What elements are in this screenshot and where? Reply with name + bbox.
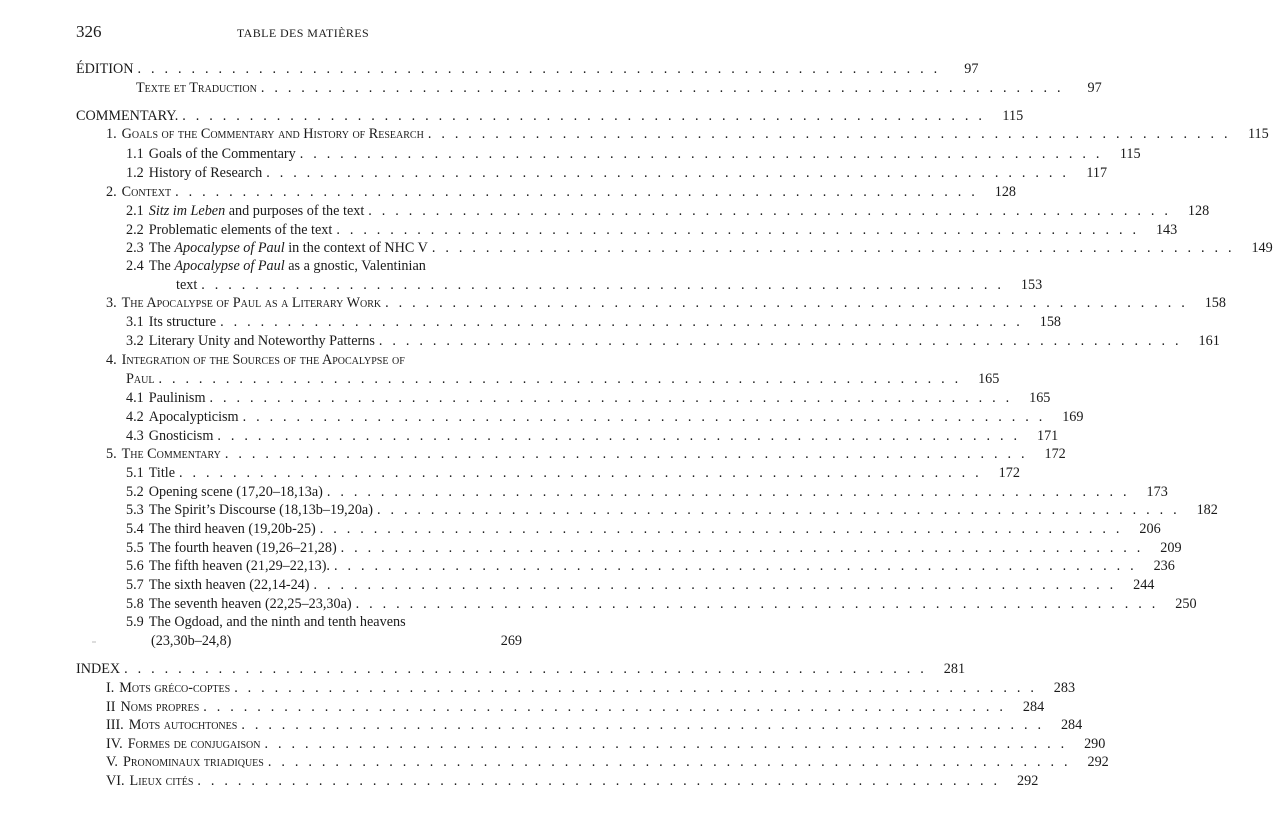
dot-leader: . . . . . . . . . . . . . . . . . . . . . . . . . . . . . . . . . . . . . . . . . . . . . . . . . . . . . . . . . . . . — [427, 126, 1231, 142]
toc-entry[interactable] — [126, 240, 1273, 257]
toc-entry-number: 2.4 — [126, 258, 144, 274]
dot-leader: . . . . . . . . . . . . . . . . . . . . . . . . . . . . . . . . . . . . . . . . . . . . . . . . . . . . . . . . . . . . — [376, 502, 1180, 518]
toc-page-number: 284 — [1060, 717, 1083, 733]
toc-entry-label — [76, 61, 134, 78]
toc-entry-label — [126, 222, 332, 239]
toc-entry-number: 4. — [106, 352, 117, 368]
dot-leader: . . . . . . . . . . . . . . . . . . . . . . . . . . . . . . . . . . . . . . . . . . . . . . . . . . . . . . . . . . . . — [378, 333, 1182, 349]
toc-entry-text: The seventh heaven (22,25–23,30a) — [148, 596, 352, 612]
toc-entry-number: 4.1 — [126, 390, 144, 406]
toc-entry-text: Formes de conjugaison — [127, 736, 261, 752]
scan-speck — [92, 641, 96, 643]
dot-leader: . . . . . . . . . . . . . . . . . . . . . . . . . . . . . . . . . . . . . . . . . . . . . . . . . . . . . . . . . . . . — [224, 446, 1028, 462]
toc-entry-text: The fifth heaven (21,29–22,13). — [148, 558, 330, 574]
toc-entry-label — [126, 146, 296, 163]
toc-entry-text: The Ogdoad, and the ninth and tenth heavens — [148, 614, 406, 630]
toc-entry[interactable] — [106, 184, 1016, 201]
dot-leader: . . . . . . . . . . . . . . . . . . . . . . . . . . . . . . . . . . . . . . . . . . . . . . . . . . . . . . . . . . . . — [340, 540, 1144, 556]
dot-leader: . . . . . . . . . . . . . . . . . . . . . . . . . . . . . . . . . . . . . . . . . . . . . . . . . . . . . . . . . . . . — [431, 240, 1235, 256]
toc-entry-text: Integration of the Sources of the Apocalypse of — [121, 352, 405, 368]
toc-entry-italic-title: Apocalypse of Paul — [174, 240, 285, 256]
toc-entry[interactable] — [106, 352, 522, 369]
toc-entry-number: 2. — [106, 184, 117, 200]
toc-page-number: 171 — [1036, 428, 1059, 444]
toc-entry-text: Paulinism — [148, 390, 206, 406]
toc-entry-text: COMMENTARY. — [76, 108, 179, 124]
toc-entry-label — [126, 240, 428, 257]
toc-page-number: 115 — [1002, 108, 1024, 124]
toc-entry-text: Lieux cités — [129, 773, 194, 789]
dot-leader: . . . . . . . . . . . . . . . . . . . . . . . . . . . . . . . . . . . . . . . . . . . . . . . . . . . . . . . . . . . . — [203, 699, 1007, 715]
toc-entry[interactable] — [106, 736, 1106, 753]
toc-entry-number: 3. — [106, 295, 117, 311]
toc-page-number: 269 — [500, 633, 522, 649]
toc-page-number: 153 — [1020, 277, 1043, 293]
toc-entry[interactable] — [126, 558, 1175, 575]
toc-entry[interactable] — [136, 80, 1102, 97]
toc-entry-text: The Commentary — [121, 446, 221, 462]
toc-page-number: 292 — [1087, 754, 1109, 770]
toc-entry-label — [106, 295, 381, 312]
toc-entry[interactable] — [126, 502, 1218, 519]
toc-entry-text: Opening scene (17,20–18,13a) — [148, 484, 323, 500]
toc-entry-label — [126, 409, 239, 426]
toc-entry-label — [126, 558, 330, 575]
toc-entry[interactable] — [76, 61, 979, 78]
toc-entry-label — [136, 80, 257, 97]
dot-leader: . . . . . . . . . . . . . . . . . . . . . . . . . . . . . . . . . . . . . . . . . . . . . . . . . . . . . . . . . . . . — [319, 521, 1123, 537]
toc-entry-number: 2.3 — [126, 240, 144, 256]
toc-entry-label — [126, 521, 316, 538]
toc-entry-text: Goals of the Commentary — [148, 146, 296, 162]
toc-page-number: 165 — [1029, 390, 1051, 406]
toc-entry[interactable] — [126, 596, 1197, 613]
toc-entry-number: 3.1 — [126, 314, 144, 330]
toc-entry-number: 5.9 — [126, 614, 144, 630]
toc-entry[interactable] — [126, 521, 1161, 538]
toc-entry-continuation[interactable] — [151, 633, 522, 650]
toc-entry-text: The third heaven (19,20b-25) — [148, 521, 316, 537]
running-head: TABLE DES MATIÈRES — [236, 26, 370, 40]
toc-entry-text: INDEX — [76, 661, 121, 677]
toc-entry[interactable] — [76, 661, 966, 678]
toc-page-number: 172 — [1044, 446, 1066, 462]
dot-leader: . . . . . . . . . . . . . . . . . . . . . . . . . . . . . . . . . . . . . . . . . . . . . . . . . . . . . . . . . . . . — [137, 61, 941, 77]
toc-page-number: 236 — [1153, 558, 1175, 574]
toc-entry-number: I. — [106, 680, 115, 696]
toc-page-number: 115 — [1247, 126, 1269, 142]
toc-entry-number: 5.7 — [126, 577, 144, 593]
toc-page-number: 250 — [1175, 596, 1197, 612]
toc-entry-number: V. — [106, 754, 118, 770]
dot-leader: . . . . . . . . . . . . . . . . . . . . . . . . . . . . . . . . . . . . . . . . . . . . . . . . . . . . . . . . . . . . — [333, 558, 1137, 574]
toc-entry-number: 4.2 — [126, 409, 144, 425]
dot-leader: . . . . . . . . . . . . . . . . . . . . . . . . . . . . . . . . . . . . . . . . . . . . . . . . . . . . . . . . . . . . — [220, 314, 1023, 330]
toc-entry-text: The fourth heaven (19,26–21,28) — [148, 540, 337, 556]
toc-page-number: 292 — [1017, 773, 1039, 789]
toc-entry[interactable] — [126, 540, 1182, 557]
toc-entry[interactable] — [126, 390, 1051, 407]
toc-page-number: 128 — [994, 184, 1016, 200]
toc-page-number: 143 — [1155, 222, 1178, 238]
toc-entry-number: 5.8 — [126, 596, 144, 612]
toc-entry-label — [106, 184, 171, 201]
toc-entry[interactable] — [106, 773, 1039, 790]
toc-entry-number: 5.6 — [126, 558, 144, 574]
dot-leader: . . . . . . . . . . . . . . . . . . . . . . . . . . . . . . . . . . . . . . . . . . . . . . . . . . . . . . . . . . . . — [175, 184, 978, 200]
toc-entry[interactable] — [126, 258, 522, 275]
toc-page-number: 158 — [1039, 314, 1061, 330]
toc-entry[interactable] — [106, 699, 1045, 716]
toc-page-number: 283 — [1053, 680, 1076, 696]
toc-entry-text: ÉDITION — [76, 61, 134, 77]
toc-entry-label — [126, 540, 337, 557]
toc-entry-label — [126, 465, 175, 482]
toc-entry[interactable] — [106, 680, 1076, 697]
toc-entry-text: Goals of the Commentary and History of Research — [121, 126, 424, 142]
toc-page-number: 149 — [1251, 240, 1273, 256]
toc-entry-number: II — [106, 699, 116, 715]
toc-entry[interactable] — [126, 577, 1155, 594]
toc-entry-continuation[interactable] — [176, 277, 1043, 294]
dot-leader: . . . . . . . . . . . . . . . . . . . . . . . . . . . . . . . . . . . . . . . . . . . . . . . . . . . . . . . . . . . . — [299, 146, 1103, 162]
page-number: 326 — [76, 22, 102, 41]
dot-leader: . . . . . . . . . . . . . . . . . . . . . . . . . . . . . . . . . . . . . . . . . . . . . . . . . . . . . . . . . . . . — [234, 680, 1038, 696]
dot-leader: . . . . . . . . . . . . . . . . . . . . . . . . . . . . . . . . . . . . . . . . . . . . . . . . . . . . . . . . . . . . — [368, 203, 1172, 219]
dot-leader: . . . . . . . . . . . . . . . . . . . . . . . . . . . . . . . . . . . . . . . . . . . . . . . . . . . . . . . . . . . . — [241, 717, 1045, 733]
toc-entry[interactable] — [106, 446, 1066, 463]
toc-entry-text: text — [176, 277, 198, 293]
toc-entry-label — [126, 484, 323, 501]
toc-entry-number: III. — [106, 717, 124, 733]
toc-entry-text: History of Research — [148, 165, 263, 181]
toc-entry-label — [126, 596, 352, 613]
toc-entry-number: 5.3 — [126, 502, 144, 518]
toc-entry-label — [126, 502, 373, 519]
toc-entry-text: and purposes of the text — [225, 203, 365, 219]
toc-entry-label — [106, 699, 199, 716]
toc-entry-continuation[interactable] — [126, 371, 1000, 388]
toc-entry[interactable] — [76, 108, 1024, 125]
toc-entry-number: 5.2 — [126, 484, 144, 500]
toc-entry-label — [126, 165, 262, 182]
dot-leader: . . . . . . . . . . . . . . . . . . . . . . . . . . . . . . . . . . . . . . . . . . . . . . . . . . . . . . . . . . . . — [179, 465, 982, 481]
toc-entry[interactable] — [126, 165, 1108, 182]
dot-leader: . . . . . . . . . . . . . . . . . . . . . . . . . . . . . . . . . . . . . . . . . . . . . . . . . . . . . . . . . . . . — [242, 409, 1046, 425]
toc-entry[interactable] — [126, 614, 522, 631]
toc-entry[interactable] — [126, 222, 1178, 239]
dot-leader: . . . . . . . . . . . . . . . . . . . . . . . . . . . . . . . . . . . . . . . . . . . . . . . . . . . . . . . . . . . . — [385, 295, 1188, 311]
dot-leader: . . . . . . . . . . . . . . . . . . . . . . . . . . . . . . . . . . . . . . . . . . . . . . . . . . . . . . . . . . . . — [264, 736, 1068, 752]
toc-entry-label — [106, 717, 237, 734]
dot-leader: . . . . . . . . . . . . . . . . . . . . . . . . . . . . . . . . . . . . . . . . . . . . . . . . . . . . . . . . . . . . — [197, 773, 1001, 789]
toc-entry[interactable] — [106, 126, 1269, 143]
toc-entry-italic-title: Apocalypse of Paul — [174, 258, 285, 274]
dot-leader: . . . . . . . . . . . . . . . . . . . . . . . . . . . . . . . . . . . . . . . . . . . . . . . . . . . . . . . . . . . . — [355, 596, 1159, 612]
toc-entry-label — [76, 108, 178, 125]
toc-entry-number: 5.5 — [126, 540, 144, 556]
dot-leader: . . . . . . . . . . . . . . . . . . . . . . . . . . . . . . . . . . . . . . . . . . . . . . . . . . . . . . . . . . . . — [201, 277, 1005, 293]
toc-entry-text: The — [148, 240, 175, 256]
toc-page-number: 182 — [1196, 502, 1218, 518]
toc-entry-label — [106, 126, 424, 143]
toc-entry-number: 3.2 — [126, 333, 144, 349]
toc-entry-label — [106, 352, 405, 369]
toc-entry[interactable] — [126, 146, 1141, 163]
toc-entry[interactable] — [106, 295, 1226, 312]
toc-entry[interactable] — [126, 314, 1061, 331]
toc-entry-number: 2.2 — [126, 222, 144, 238]
toc-entry-number: 5. — [106, 446, 117, 462]
toc-entry[interactable] — [106, 754, 1109, 771]
toc-entry[interactable] — [126, 484, 1168, 501]
toc-page-number: 158 — [1204, 295, 1226, 311]
toc-entry[interactable] — [106, 717, 1083, 734]
toc-entry-label — [106, 680, 230, 697]
toc-entry-text: Pronominaux triadiques — [122, 754, 264, 770]
toc-entry[interactable] — [126, 203, 1210, 220]
toc-entry-text: The Apocalypse of Paul as a Literary Work — [121, 295, 382, 311]
toc-page-number: 209 — [1160, 540, 1182, 556]
dot-leader: . . . . . . . . . . . . . . . . . . . . . . . . . . . . . . . . . . . . . . . . . . . . . . . . . . . . . . . . . . . . — [217, 428, 1021, 444]
toc-entry-text: The sixth heaven (22,14-24) — [148, 577, 310, 593]
toc-entry-label — [126, 314, 216, 331]
toc-entry-number: IV. — [106, 736, 123, 752]
toc-entry-text: Paul — [126, 371, 155, 387]
toc-entry-label — [106, 754, 264, 771]
toc-page-number: 97 — [1087, 80, 1102, 96]
dot-leader: . . . . . . . . . . . . . . . . . . . . . . . . . . . . . . . . . . . . . . . . . . . . . . . . . . . . . . . . . . . . — [209, 390, 1013, 406]
toc-page-number: 284 — [1022, 699, 1045, 715]
toc-entry-text: Texte et Traduction — [136, 80, 257, 96]
toc-entry-italic-title: Sitz im Leben — [148, 203, 226, 219]
toc-entry-number: 4.3 — [126, 428, 144, 444]
toc-entry[interactable] — [126, 409, 1084, 426]
toc-entry-label — [76, 661, 120, 678]
dot-leader: . . . . . . . . . . . . . . . . . . . . . . . . . . . . . . . . . . . . . . . . . . . . . . . . . . . . . . . . . . . . — [313, 577, 1117, 593]
toc-entry-text: Apocalypticism — [148, 409, 239, 425]
toc-entry-number: 1.1 — [126, 146, 144, 162]
toc-entry-text: Title — [148, 465, 176, 481]
toc-entry-label — [126, 428, 213, 445]
toc-page-number: 161 — [1198, 333, 1220, 349]
toc-entry-text: Gnosticism — [148, 428, 214, 444]
dot-leader: . . . . . . . . . . . . . . . . . . . . . . . . . . . . . . . . . . . . . . . . . . . . . . . . . . . . . . . . . . . . — [326, 484, 1130, 500]
toc-page-number: 172 — [998, 465, 1020, 481]
dot-leader: . . . . . . . . . . . . . . . . . . . . . . . . . . . . . . . . . . . . . . . . . . . . . . . . . . . . . . . . . . . . — [158, 371, 962, 387]
toc-entry[interactable] — [126, 333, 1220, 350]
toc-entry-number: 1. — [106, 126, 117, 142]
toc-entry-text: Mots autochtones — [128, 717, 238, 733]
toc-entry-text: Problematic elements of the text — [148, 222, 333, 238]
toc-entry-label — [126, 390, 206, 407]
toc-entry-text: (23,30b–24,8) — [151, 633, 232, 649]
dot-leader: . . . . . . . . . . . . . . . . . . . . . . . . . . . . . . . . . . . . . . . . . . . . . . . . . . . . . . . . . . . . — [182, 108, 986, 124]
toc-page-number: 244 — [1133, 577, 1155, 593]
toc-entry-text: The — [148, 258, 175, 274]
toc-entry-text: in the context of NHC V — [284, 240, 428, 256]
toc-entry-label — [126, 614, 406, 631]
dot-leader: . . . . . . . . . . . . . . . . . . . . . . . . . . . . . . . . . . . . . . . . . . . . . . . . . . . . . . . . . . . . — [260, 80, 1064, 96]
dot-leader: . . . . . . . . . . . . . . . . . . . . . . . . . . . . . . . . . . . . . . . . . . . . . . . . . . . . . . . . . . . . — [124, 661, 928, 677]
toc-entry-text: as a gnostic, Valentinian — [284, 258, 426, 274]
toc-entry-number: 5.1 — [126, 465, 144, 481]
toc-page-number: 281 — [943, 661, 966, 677]
toc-entry-number: VI. — [106, 773, 125, 789]
toc-entry-number: 5.4 — [126, 521, 144, 537]
toc-entry-label — [126, 333, 375, 350]
toc-entry-label — [106, 446, 221, 463]
toc-page-number: 128 — [1187, 203, 1210, 219]
toc-page-number: 117 — [1086, 165, 1108, 181]
toc-page-number: 165 — [978, 371, 1000, 387]
toc-entry-number: 1.2 — [126, 165, 144, 181]
toc-entry-text: Mots gréco-coptes — [119, 680, 231, 696]
toc-entry-label — [126, 258, 426, 275]
toc-entry-label — [126, 203, 364, 220]
toc-page-number: 115 — [1119, 146, 1141, 162]
toc-entry-text: Noms propres — [120, 699, 200, 715]
toc-page-number: 97 — [964, 61, 979, 77]
dot-leader: . . . . . . . . . . . . . . . . . . . . . . . . . . . . . . . . . . . . . . . . . . . . . . . . . . . . . . . . . . . . — [266, 165, 1070, 181]
dot-leader: . . . . . . . . . . . . . . . . . . . . . . . . . . . . . . . . . . . . . . . . . . . . . . . . . . . . . . . . . . . . — [267, 754, 1071, 770]
toc-page-number: 173 — [1146, 484, 1168, 500]
toc-entry-text: The Spirit’s Discourse (18,13b–19,20a) — [148, 502, 373, 518]
toc-page-number: 206 — [1139, 521, 1161, 537]
toc-entry[interactable] — [126, 428, 1059, 445]
toc-entry-text: Its structure — [148, 314, 217, 330]
toc-entry-label — [106, 773, 193, 790]
dot-leader: . . . . . . . . . . . . . . . . . . . . . . . . . . . . . . . . . . . . . . . . . . . . . . . . . . . . . . . . . . . . — [336, 222, 1140, 238]
toc-entry-number: 2.1 — [126, 203, 144, 219]
toc-entry[interactable] — [126, 465, 1020, 482]
toc-page-number: 169 — [1062, 409, 1084, 425]
toc-entry-text: Context — [121, 184, 172, 200]
toc-page-number: 290 — [1084, 736, 1106, 752]
toc-entry-label — [126, 577, 309, 594]
toc-entry-label — [106, 736, 260, 753]
toc-entry-text: Literary Unity and Noteworthy Patterns — [148, 333, 375, 349]
